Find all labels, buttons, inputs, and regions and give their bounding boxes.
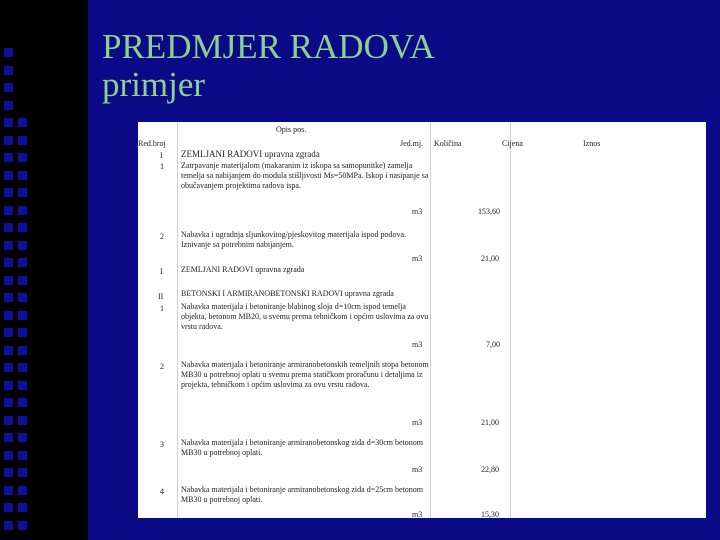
decor-square (4, 276, 13, 285)
row-quantity: 21,00 (481, 418, 499, 427)
decor-square (18, 241, 27, 250)
row-unit: m3 (412, 510, 423, 518)
row-number: 2 (160, 362, 164, 371)
decor-square (4, 433, 13, 442)
decor-square (18, 451, 27, 460)
grid-line (510, 122, 511, 518)
decor-square (4, 83, 13, 92)
row-unit: m3 (412, 254, 423, 263)
row-number: 1 (160, 304, 164, 313)
decor-square (4, 503, 13, 512)
title-line-2: primjer (102, 65, 206, 104)
row-description: Zatrpavanje materijalom (makaranim iz iskopa sa samopunitke) zamelja temelja sa nabijanjem do modula stišljivosti Ms=50MPa. Iskop i nasipanje sa obučavanjem projektima radova ispa. (181, 161, 429, 190)
decor-square (4, 258, 13, 267)
decor-square (18, 153, 27, 162)
decor-square (4, 48, 13, 57)
decor-square (18, 206, 27, 215)
row-description: Nabavka materijala i betoniranje armiranobetonskog zida d=30cm betonom MB30 u potrebnoj oplati. (181, 438, 423, 457)
side-decoration (0, 0, 88, 540)
decor-square (4, 346, 13, 355)
slide-title (102, 28, 435, 104)
decor-square (4, 521, 13, 530)
decor-square (4, 328, 13, 337)
decor-square (18, 136, 27, 145)
decor-square (18, 381, 27, 390)
decor-square (4, 381, 13, 390)
decor-square (4, 118, 13, 127)
header-opis: Opis pos. (276, 125, 307, 134)
title-line-1: PREDMJER RADOVA (102, 27, 435, 66)
decor-square (4, 363, 13, 372)
decor-square (4, 206, 13, 215)
decor-square (18, 398, 27, 407)
decor-square (4, 416, 13, 425)
decor-square (18, 503, 27, 512)
header-iznos: Iznos (583, 139, 601, 148)
row-quantity: 15,30 (481, 510, 499, 518)
decor-square (4, 171, 13, 180)
row-number: 4 (160, 487, 164, 496)
decor-square (4, 101, 13, 110)
row-quantity: 21,00 (481, 254, 499, 263)
header-jed-mj: Jed.mj. (400, 139, 424, 148)
header-redni-broj: Red.broj (138, 139, 166, 148)
decor-square (4, 241, 13, 250)
row-description: Nabavka materijala i betoniranje armiranobetonskog zida d=25cm betonom MB30 u potrebnoj oplati. (181, 485, 423, 504)
decor-square (4, 66, 13, 75)
decor-square (18, 416, 27, 425)
row-number: I (160, 267, 163, 276)
row-description: Nabavka materijala i betoniranje armiranobetonskih temeljnih stopa betonom MB30 u potrebnoj oplati u svemu prema statičkom proračunu i detaljima iz projekta, tehničkom i općim uslovima za ovu vrstu radova. (181, 360, 429, 389)
row-unit: m3 (412, 207, 423, 216)
decor-square (18, 346, 27, 355)
decor-square (18, 433, 27, 442)
decor-square (18, 223, 27, 232)
row-description: ZEMLJANI RADOVI upravna zgrada (181, 149, 320, 159)
decor-square (18, 468, 27, 477)
row-unit: m3 (412, 340, 423, 349)
decor-square (4, 188, 13, 197)
decor-square (4, 468, 13, 477)
grid-line (177, 122, 178, 518)
decor-square (18, 363, 27, 372)
row-number: 3 (160, 440, 164, 449)
header-cijena: Cijena (502, 139, 523, 148)
row-description: Nabavka materijala i betoniranje blabinog sloja d=10cm ispod temelja objekta, betonom MB20, u svemu prema tehničkom i općim uslovima za ovu vrstu radova. (181, 302, 429, 331)
decor-square (4, 311, 13, 320)
decor-square (18, 521, 27, 530)
decor-square (18, 311, 27, 320)
row-number: 2 (160, 232, 164, 241)
decor-square (4, 398, 13, 407)
row-unit: m3 (412, 465, 423, 474)
decor-square (18, 258, 27, 267)
decor-square (4, 293, 13, 302)
row-description: Nabavka i ugradnja sljunkovitog/pjeskovitog materijala ispod podova. Iznivanje sa potrebnim nabijanjem. (181, 230, 407, 249)
row-quantity: 7,00 (486, 340, 500, 349)
decor-square (18, 293, 27, 302)
bill-of-quantities-sheet (138, 122, 706, 518)
decor-square (4, 153, 13, 162)
decor-square (4, 136, 13, 145)
row-quantity: 153,60 (478, 207, 500, 216)
header-kolicina: Količina (434, 139, 462, 148)
decor-square (4, 486, 13, 495)
decor-square (18, 171, 27, 180)
decor-square (18, 188, 27, 197)
decor-square (4, 223, 13, 232)
row-number: I (160, 151, 163, 160)
row-unit: m3 (412, 418, 423, 427)
row-number: II (158, 292, 164, 301)
decor-square (18, 276, 27, 285)
decor-square (4, 451, 13, 460)
decor-square (18, 118, 27, 127)
decor-square (18, 486, 27, 495)
row-description: ZEMLJANI RADOVI upravna zgrada (181, 265, 305, 274)
row-quantity: 22,80 (481, 465, 499, 474)
row-number: 1 (160, 162, 164, 171)
row-description: BETONSKI I ARMIRANOBETONSKI RADOVI upravna zgrada (181, 289, 394, 298)
decor-square (18, 328, 27, 337)
